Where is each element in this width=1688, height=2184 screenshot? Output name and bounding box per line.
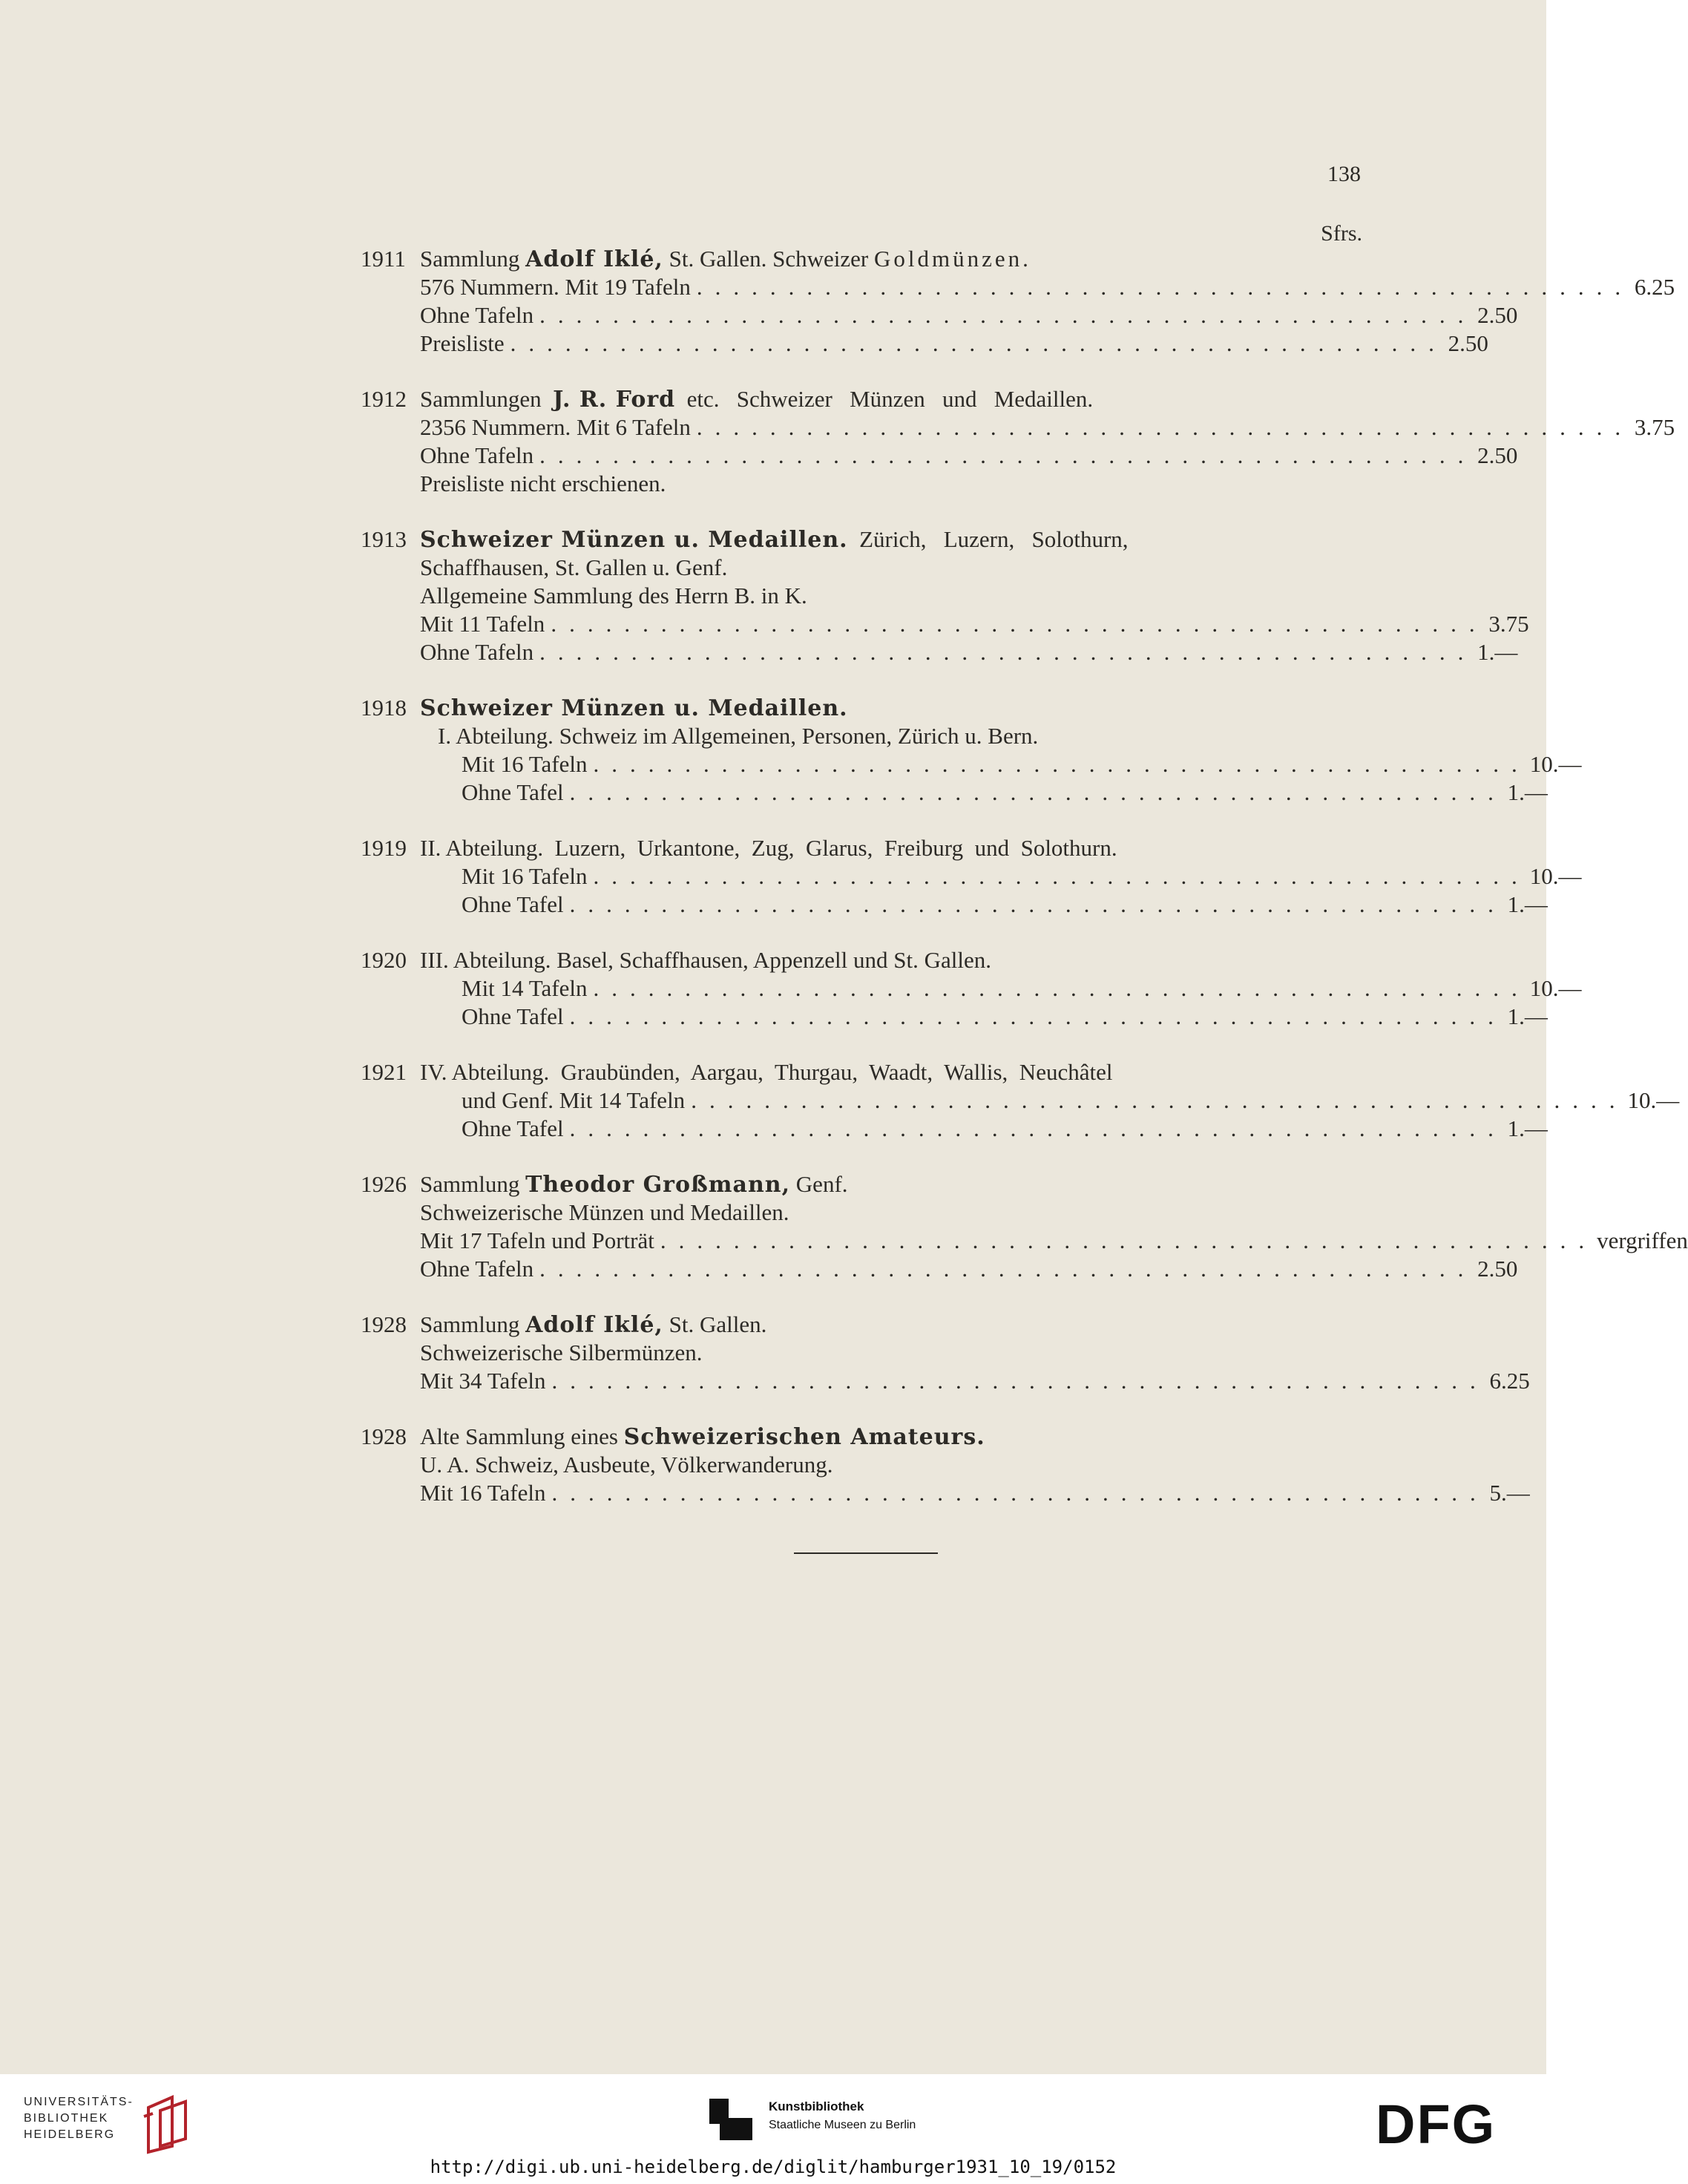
entry-note: Preisliste nicht erschienen. (420, 470, 666, 496)
entry-heading: 1919 II. Abteilung. Luzern, Urkantone, Zug, Glarus, Freiburg und Solothurn. (361, 835, 1117, 861)
item-label: Mit 34 Tafeln (420, 1368, 546, 1394)
item-price: 10.— (1529, 975, 1582, 1001)
item-price: 1.— (1477, 639, 1518, 665)
price-line (361, 638, 1518, 666)
price-line (361, 891, 1548, 919)
collection-name: Schweizerischen Amateurs. (623, 1424, 985, 1450)
item-price: 5.— (1489, 1480, 1530, 1506)
price-line (361, 442, 1518, 470)
entry-year: 1928 (361, 1311, 407, 1337)
price-line (361, 1255, 1518, 1283)
subsection-line: I. Abteilung. Schweiz im Allgemeinen, Personen, Zürich u. Bern. (438, 723, 1039, 749)
dot-leader: ................................................... (510, 330, 1447, 356)
catalogue-entry (361, 834, 1582, 919)
price-line (361, 750, 1582, 778)
item-label: und Genf. Mit 14 Tafeln (462, 1087, 686, 1113)
item-label: Preisliste (420, 330, 505, 356)
collection-name: Adolf Iklé, (525, 1312, 663, 1338)
price-line (361, 273, 1675, 301)
dot-leader: ................................................... (569, 1115, 1506, 1141)
item-price: 10.— (1529, 863, 1582, 889)
item-label: Ohne Tafel (462, 1115, 564, 1141)
currency-header: Sfrs. (1321, 221, 1362, 246)
description-line: Schaffhausen, St. Gallen u. Genf. (420, 554, 728, 580)
dot-leader: ................................................... (569, 779, 1506, 805)
price-line (361, 413, 1675, 442)
item-price: 3.75 (1634, 414, 1675, 440)
dot-leader: ................................................... (539, 442, 1477, 468)
item-price: 1.— (1507, 1115, 1548, 1141)
item-price: 2.50 (1448, 330, 1488, 356)
catalogue-entry (361, 946, 1582, 1031)
item-price: 6.25 (1489, 1368, 1530, 1394)
kunstbibliothek-logo[interactable] (706, 2094, 973, 2146)
entry-heading (361, 245, 1362, 273)
item-label: Mit 16 Tafeln (462, 863, 588, 889)
heading-post: Genf. (795, 1171, 848, 1197)
catalogue-entry (361, 1058, 1680, 1143)
item-price: 2.50 (1477, 1256, 1518, 1282)
collection-name: J. R. Ford (553, 387, 676, 413)
heading-spaced: Goldmünzen. (873, 246, 1031, 272)
entry-heading (361, 525, 1362, 554)
page-number: 138 (1327, 162, 1361, 186)
dot-leader: ................................................... (696, 274, 1634, 300)
catalogue-entry (361, 525, 1529, 666)
collection-name: Schweizer Münzen u. Medaillen. (420, 695, 848, 721)
price-line (361, 610, 1529, 638)
price-line (361, 1479, 1530, 1507)
university-library-logo[interactable] (24, 2094, 202, 2154)
entry-year: 1913 (361, 526, 407, 552)
item-price: 2.50 (1477, 442, 1518, 468)
item-label: Ohne Tafel (462, 779, 564, 805)
kunstbibliothek-emblem-icon (706, 2094, 758, 2146)
heading-pre: Sammlungen (420, 386, 542, 412)
item-price: 1.— (1507, 779, 1548, 805)
entry-heading: 1920 III. Abteilung. Basel, Schaffhausen, Appenzell und St. Gallen. (361, 947, 991, 973)
closing-rule (794, 1552, 938, 1554)
price-line (361, 1367, 1530, 1395)
dot-leader: ................................................... (593, 863, 1530, 889)
kunstbibliothek-subtitle: Staatliche Museen zu Berlin (769, 2119, 916, 2131)
item-price: 1.— (1507, 1003, 1548, 1029)
permalink-url[interactable]: http://digi.ub.uni-heidelberg.de/diglit/hamburger1931_10_19/0152 (430, 2157, 1117, 2177)
description-line: Schweizerische Silbermünzen. (420, 1339, 703, 1365)
price-line (361, 974, 1582, 1003)
entry-year: 1920 (361, 947, 407, 973)
entry-heading (361, 694, 1362, 722)
heading-pre: Sammlung (420, 1171, 520, 1197)
item-price: 2.50 (1477, 302, 1518, 328)
price-line (361, 778, 1548, 807)
university-name: UNIVERSITÄTS- BIBLIOTHEK HEIDELBERG (24, 2096, 134, 2141)
heading-pre: Alte Sammlung eines (420, 1423, 618, 1449)
item-label: Ohne Tafeln (420, 1256, 534, 1282)
item-price: 10.— (1627, 1087, 1680, 1113)
price-line (361, 329, 1488, 358)
item-price: 10.— (1529, 751, 1582, 777)
catalogue-entry (361, 1170, 1688, 1283)
item-label: Mit 14 Tafeln (462, 975, 588, 1001)
price-line (361, 862, 1582, 891)
item-label: Mit 16 Tafeln (462, 751, 588, 777)
heading-post: Zürich, Luzern, Solothurn, (859, 526, 1129, 552)
entry-year: 1926 (361, 1171, 407, 1197)
dot-leader: ................................................... (551, 1368, 1488, 1394)
entry-year: 1919 (361, 835, 407, 861)
entry-heading: 1921 IV. Abteilung. Graubünden, Aargau, Thurgau, Waadt, Wallis, Neuchâtel (361, 1059, 1113, 1085)
dot-leader: ................................................... (696, 414, 1634, 440)
item-label: Mit 16 Tafeln (420, 1480, 546, 1506)
entry-year: 1911 (361, 246, 406, 272)
catalogue-entry (361, 1423, 1530, 1507)
item-label: 576 Nummern. Mit 19 Tafeln (420, 274, 691, 300)
dot-leader: ................................................... (660, 1227, 1597, 1253)
entry-year: 1921 (361, 1059, 407, 1085)
catalogue-entry (361, 1311, 1530, 1395)
item-label: Ohne Tafel (462, 891, 564, 917)
entry-heading (361, 1170, 1362, 1198)
heidelberg-emblem-icon (142, 2094, 194, 2154)
kunstbibliothek-title: Kunstbibliothek (769, 2099, 864, 2114)
item-price: vergriffen (1597, 1227, 1688, 1253)
collection-name: Adolf Iklé, (525, 246, 663, 272)
heading-pre: Sammlung (420, 1311, 520, 1337)
description-line: U. A. Schweiz, Ausbeute, Völkerwanderung. (420, 1452, 833, 1478)
dot-leader: ................................................... (569, 1003, 1506, 1029)
entry-heading (361, 385, 1362, 413)
dot-leader: ................................................... (539, 1256, 1477, 1282)
entry-year: 1918 (361, 695, 407, 721)
item-label: Ohne Tafeln (420, 302, 534, 328)
item-price: 1.— (1507, 891, 1548, 917)
heading-post: St. Gallen. Schweizer (669, 246, 869, 272)
description-line: Allgemeine Sammlung des Herrn B. in K. (420, 583, 807, 609)
item-label: Ohne Tafeln (420, 639, 534, 665)
dot-leader: ................................................... (593, 975, 1530, 1001)
dot-leader: ................................................... (691, 1087, 1628, 1113)
price-line (361, 301, 1518, 329)
entry-heading (361, 1311, 1362, 1339)
entry-year: 1928 (361, 1423, 407, 1449)
heading-post: St. Gallen. (669, 1311, 767, 1337)
description-line: Schweizerische Münzen und Medaillen. (420, 1199, 789, 1225)
item-label: Ohne Tafeln (420, 442, 534, 468)
item-label: Mit 17 Tafeln und Porträt (420, 1227, 654, 1253)
price-line (361, 1115, 1548, 1143)
dfg-logo[interactable] (1376, 2093, 1524, 2155)
collection-name: Schweizer Münzen u. Medaillen. (420, 527, 848, 553)
item-price: 6.25 (1634, 274, 1675, 300)
dot-leader: ................................................... (593, 751, 1530, 777)
dot-leader: ................................................... (551, 1480, 1488, 1506)
dot-leader: ................................................... (551, 611, 1488, 637)
catalogue-entries (361, 245, 1688, 1535)
item-label: Ohne Tafel (462, 1003, 564, 1029)
svg-text:DFG: DFG (1376, 2093, 1497, 2155)
heading-post: etc. Schweizer Münzen und Medaillen. (686, 386, 1094, 412)
catalogue-entry (361, 245, 1675, 358)
item-price: 3.75 (1488, 611, 1529, 637)
heading-pre: Sammlung (420, 246, 520, 272)
entry-year: 1912 (361, 386, 407, 412)
dot-leader: ................................................... (539, 302, 1477, 328)
price-line (361, 1003, 1548, 1031)
catalogue-entry (361, 385, 1675, 498)
collection-name: Theodor Großmann, (525, 1172, 791, 1198)
item-label: Mit 11 Tafeln (420, 611, 545, 637)
price-line (361, 1086, 1680, 1115)
catalogue-entry (361, 694, 1582, 807)
dot-leader: ................................................... (569, 891, 1506, 917)
dot-leader: ................................................... (539, 639, 1477, 665)
price-line (361, 1227, 1688, 1255)
entry-heading (361, 1423, 1362, 1451)
item-label: 2356 Nummern. Mit 6 Tafeln (420, 414, 691, 440)
